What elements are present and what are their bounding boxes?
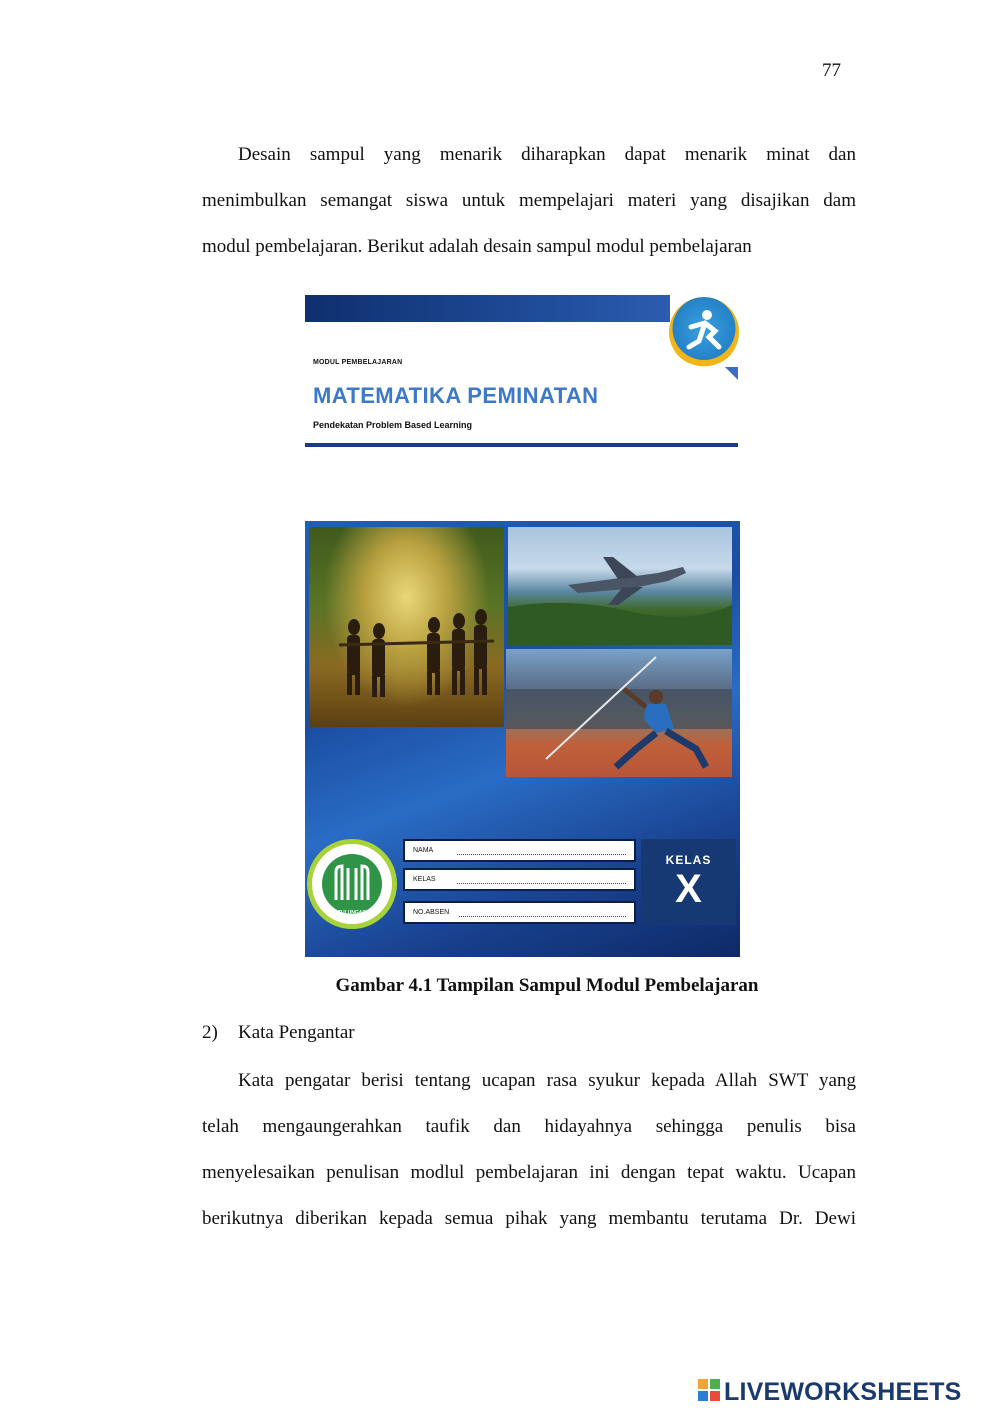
seal-emblem xyxy=(322,854,382,914)
body-line: menyelesaikan penulisan modlul pembelajaran ini dengan tepat waktu. Ucapan xyxy=(202,1162,856,1183)
intro-paragraph xyxy=(202,132,856,270)
name-field-line xyxy=(457,850,626,855)
liveworksheets-logo-icon xyxy=(698,1379,722,1403)
absen-field xyxy=(403,901,636,924)
name-field-label: NAMA xyxy=(413,847,434,854)
cover-title: MATEMATIKA PEMINATAN xyxy=(313,383,599,408)
class-badge-value: X xyxy=(675,867,702,911)
seal-text: IAIN TULUNGAGUNG xyxy=(326,910,378,916)
watermark-text: LIVEWORKSHEETS xyxy=(724,1378,962,1406)
body-line: telah mengaungerahkan taufik dan hidayahnya sehingga penulis bisa xyxy=(202,1116,856,1137)
cover-top-bar xyxy=(305,295,670,322)
intro-line: menimbulkan semangat siswa untuk mempelajari materi yang disajikan dam xyxy=(202,190,856,211)
class-field xyxy=(403,868,636,891)
cover-subtitle: Pendekatan Problem Based Learning xyxy=(313,420,473,430)
absen-field-line xyxy=(459,912,626,917)
absen-field-label: NO.ABSEN xyxy=(413,909,450,916)
cover-header xyxy=(305,295,738,450)
class-field-label: KELAS xyxy=(413,876,436,883)
body-paragraph xyxy=(202,1058,856,1242)
tug-of-war-photo xyxy=(309,527,504,727)
iain-seal-icon xyxy=(307,839,397,929)
kurikulum-logo-icon xyxy=(669,297,739,367)
cover-divider xyxy=(305,443,738,447)
corner-triangle xyxy=(725,367,738,380)
body-line: berikutnya diberikan kepada semua pihak yang membantu terutama Dr. Dewi xyxy=(202,1208,856,1229)
page-number: 77 xyxy=(822,60,841,81)
body-line: Kata pengatar berisi tentang ucapan rasa syukur kepada Allah SWT yang xyxy=(238,1070,856,1091)
intro-line: modul pembelajaran. Berikut adalah desain sampul modul pembelajaran xyxy=(202,236,752,257)
fighter-jet-photo xyxy=(508,527,732,645)
watermark xyxy=(698,1378,962,1408)
cover-bottom-band xyxy=(305,831,740,957)
class-badge-label: KELAS xyxy=(665,853,712,867)
module-label: MODUL PEMBELAJARAN xyxy=(313,359,403,366)
figure-caption: Gambar 4.1 Tampilan Sampul Modul Pembelajaran xyxy=(335,975,759,996)
name-field xyxy=(403,839,636,862)
section-title: Kata Pengantar xyxy=(238,1022,355,1043)
class-field-line xyxy=(457,879,626,884)
intro-line: Desain sampul yang menarik diharapkan dapat menarik minat dan xyxy=(238,144,856,165)
cover-image xyxy=(305,521,740,957)
section-number: 2) xyxy=(202,1022,218,1043)
class-badge xyxy=(641,839,736,925)
section-heading xyxy=(202,1022,355,1044)
javelin-athlete-photo xyxy=(506,649,732,777)
